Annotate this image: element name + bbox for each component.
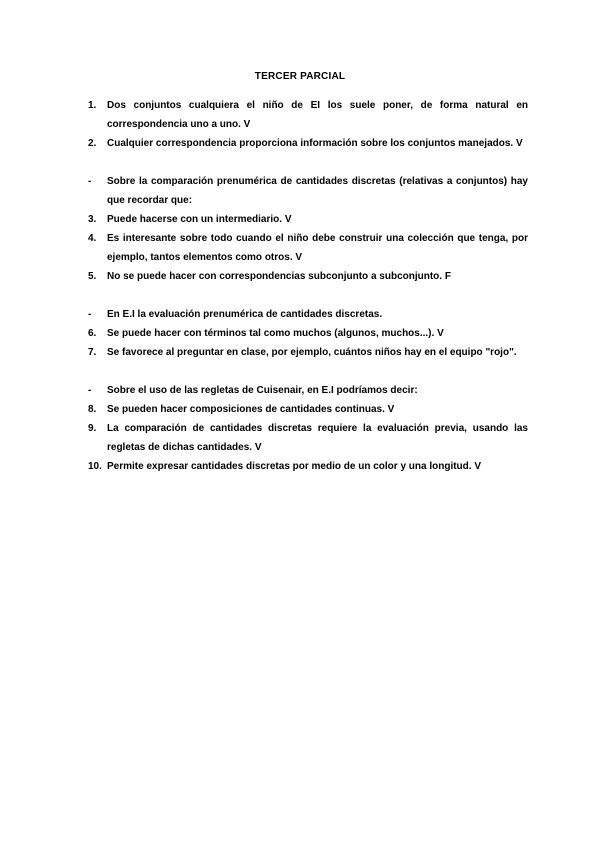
document-title: TERCER PARCIAL [254, 71, 346, 82]
list-item [88, 343, 528, 362]
dash-marker: - [88, 309, 92, 320]
item-text: Se pueden hacer composiciones de cantidades continuas. V [107, 404, 395, 415]
item-text: Puede hacerse con un intermediario. V [107, 214, 292, 225]
item-text: Cualquier correspondencia proporciona información sobre los conjuntos manejados. V [107, 138, 523, 149]
item-marker: 5. [88, 271, 97, 282]
item-text: Se favorece al preguntar en clase, por ejemplo, cuántos niños hay en el equipo "rojo". [107, 347, 517, 358]
section-heading [88, 305, 528, 324]
list-item [88, 419, 528, 457]
section-heading-text: En E.I la evaluación prenumérica de cantidades discretas. [107, 309, 383, 320]
list-item [88, 134, 528, 153]
list-item [88, 400, 528, 419]
section-heading [88, 172, 528, 210]
item-marker: 2. [88, 138, 97, 149]
item-marker: 3. [88, 214, 97, 225]
list-item [88, 457, 528, 476]
list-item [88, 96, 528, 134]
list-item [88, 229, 528, 267]
item-text: Es interesante sobre todo cuando el niño debe construir una colección que tenga, por ejemplo, tantos elementos como otros. V [107, 233, 528, 263]
list-item [88, 267, 528, 286]
section-heading-text: Sobre la comparación prenumérica de cantidades discretas (relativas a conjuntos) hay que recordar que: [107, 176, 528, 206]
dash-marker: - [88, 176, 92, 187]
item-marker: 10. [88, 461, 102, 472]
item-text: La comparación de cantidades discretas requiere la evaluación previa, usando las regletas de dichas cantidades. V [107, 423, 528, 453]
item-marker: 1. [88, 100, 97, 111]
spacer [88, 153, 528, 172]
item-text: Permite expresar cantidades discretas por medio de un color y una longitud. V [107, 461, 481, 472]
item-text: Dos conjuntos cualquiera el niño de EI los suele poner, de forma natural en correspondencia uno a uno. V [107, 100, 528, 130]
item-marker: 8. [88, 404, 97, 415]
section-heading [88, 381, 528, 400]
item-marker: 6. [88, 328, 97, 339]
spacer [88, 286, 528, 305]
list-item [88, 210, 528, 229]
item-marker: 7. [88, 347, 97, 358]
item-marker: 9. [88, 423, 97, 434]
list-item [88, 324, 528, 343]
spacer [88, 362, 528, 381]
item-text: No se puede hacer con correspondencias subconjunto a subconjunto. F [107, 271, 451, 282]
item-marker: 4. [88, 233, 97, 244]
section-heading-text: Sobre el uso de las regletas de Cuisenair, en E.I podríamos decir: [107, 385, 418, 396]
question-list [88, 96, 528, 476]
item-text: Se puede hacer con términos tal como muchos (algunos, muchos...). V [107, 328, 444, 339]
dash-marker: - [88, 385, 92, 396]
